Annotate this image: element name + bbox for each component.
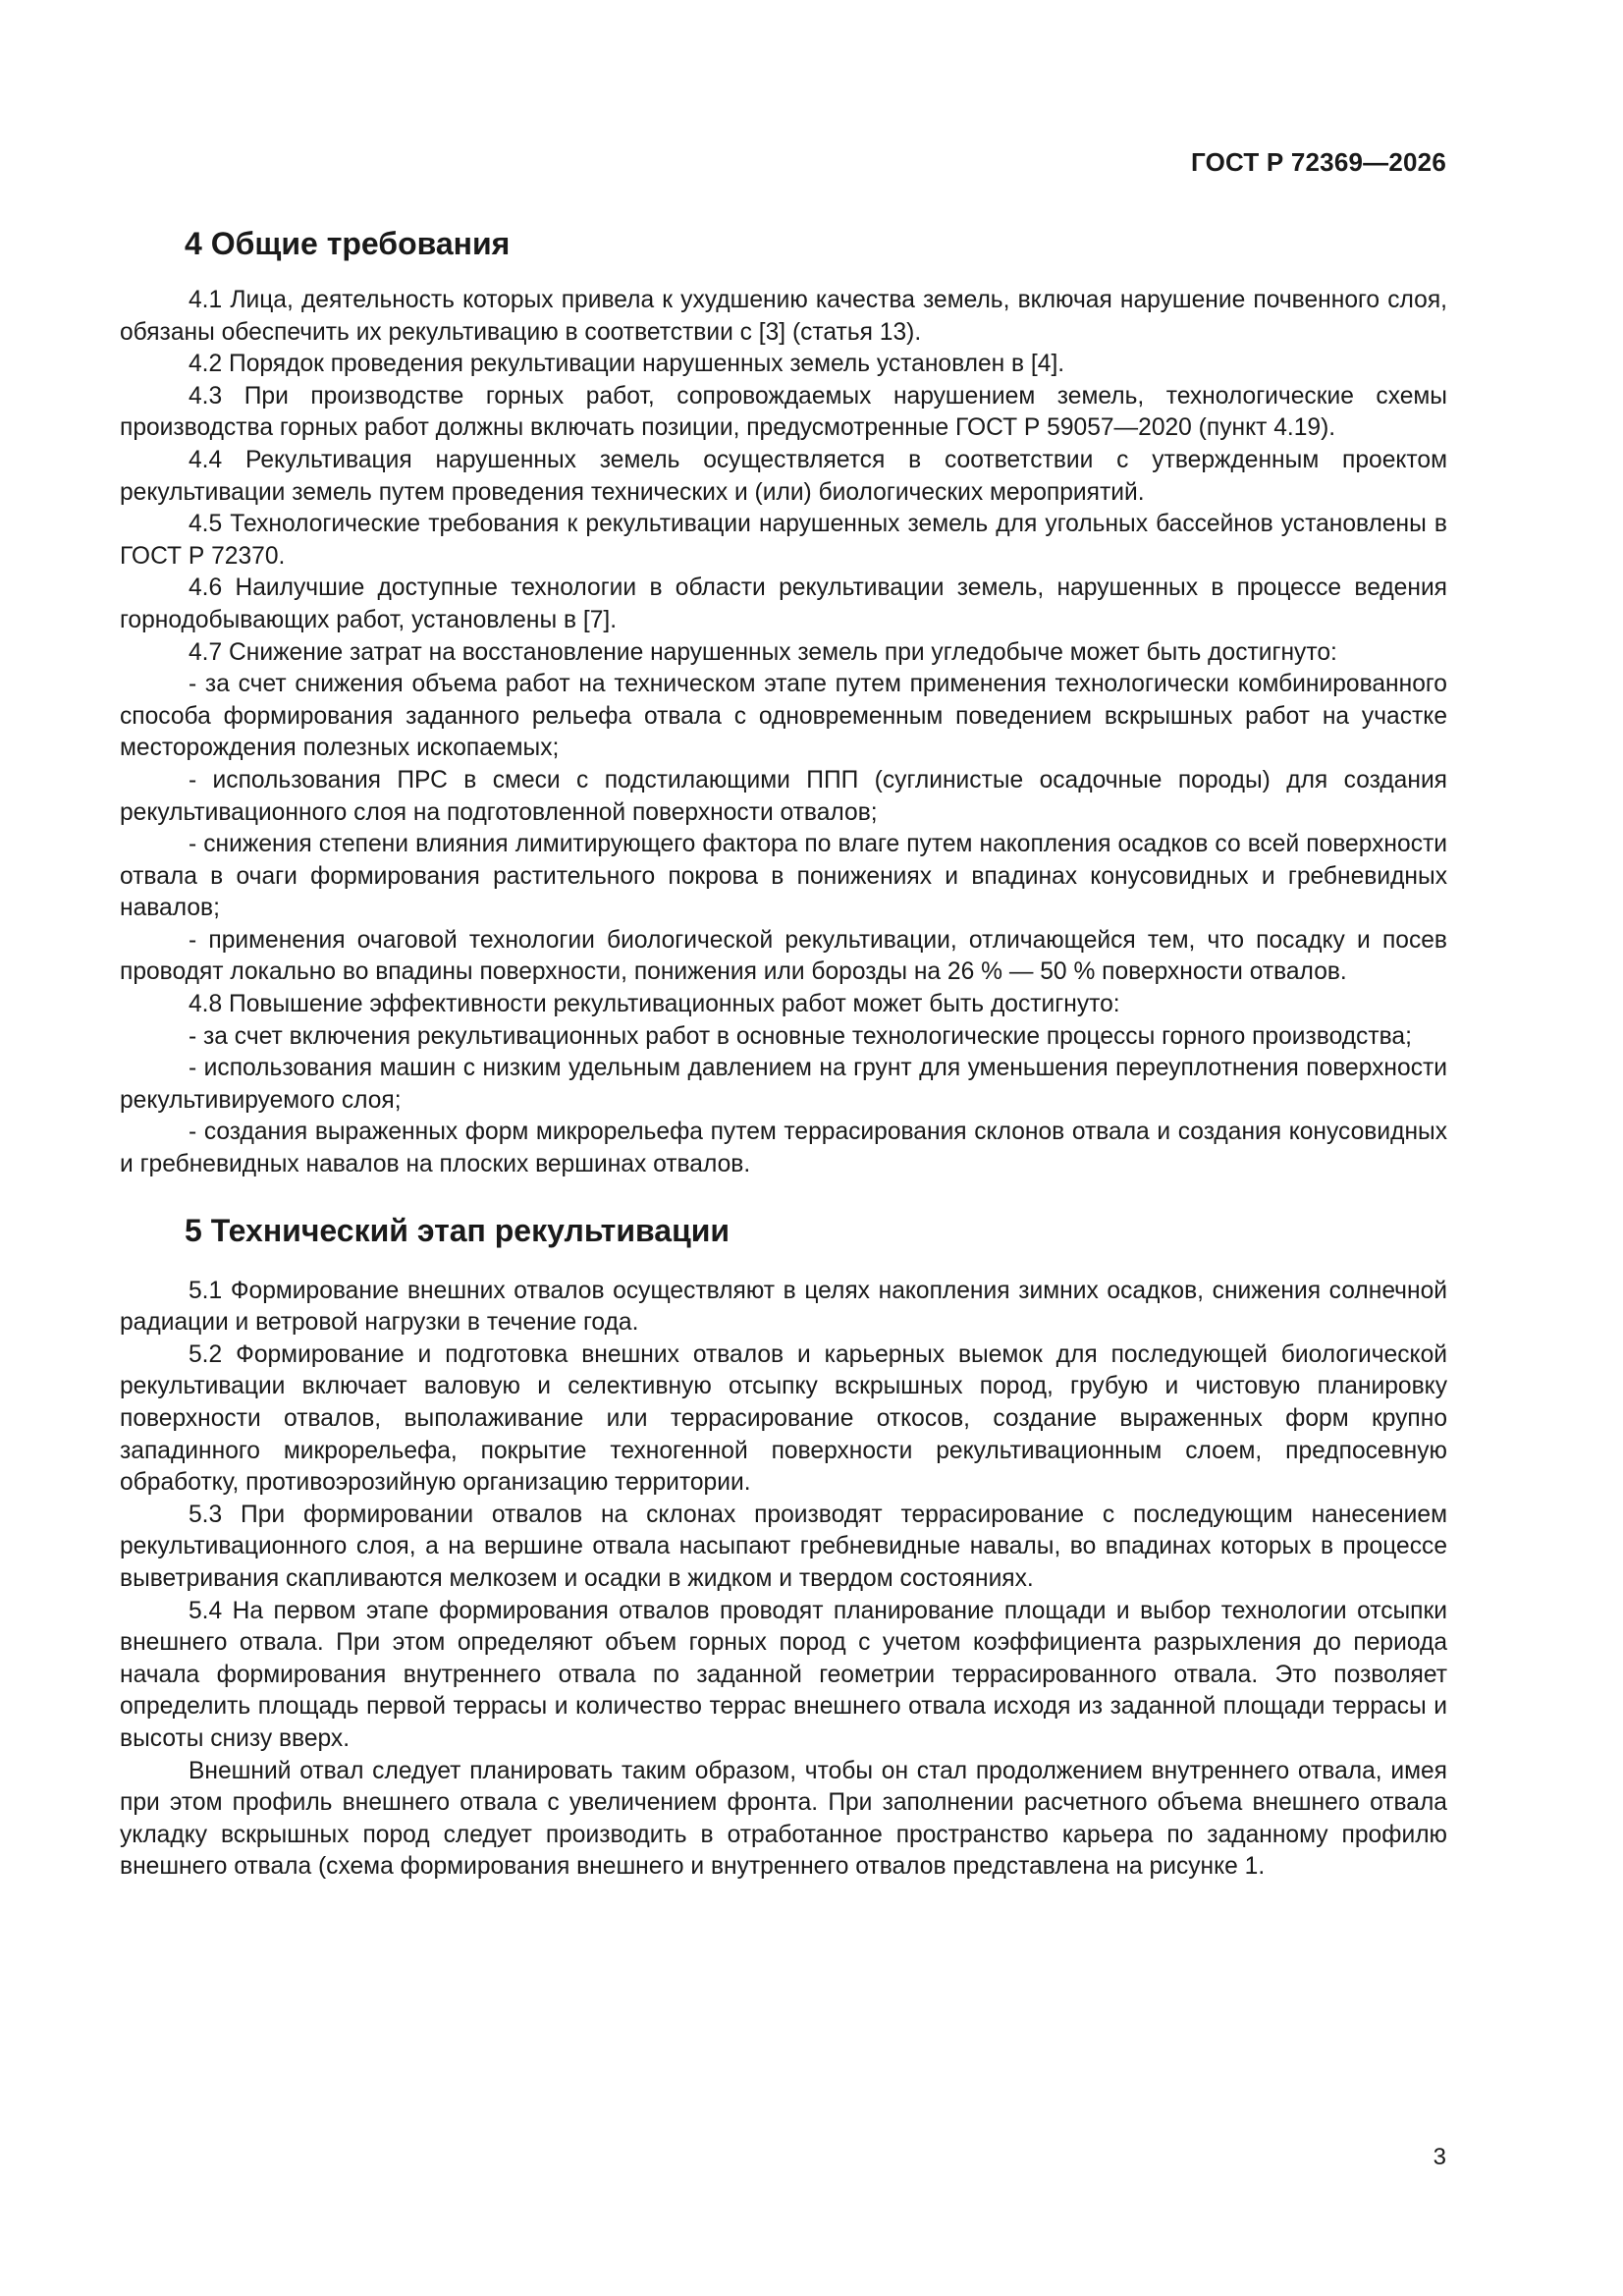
paragraph-4-3: 4.3 При производстве горных работ, сопровождаемых нарушением земель, технологические схемы производства горных работ должны включать позиции, предусмотренные ГОСТ Р 59057—2020 (пункт 4.19). <box>120 382 1447 442</box>
paragraph-5-4: 5.4 На первом этапе формирования отвалов проводят планирование площади и выбор технологии отсыпки внешнего отвала. При этом определяют объем горных пород с учетом коэффициента разрыхления до периода начала формирования внутреннего отвала по заданной геометрии террасированного отвала. Это позволяет определить площадь первой террасы и количество террас внешнего отвала исходя из заданной площади террасы и высоты снизу вверх. <box>120 1597 1447 1752</box>
document-code: ГОСТ Р 72369—2026 <box>1191 147 1446 177</box>
paragraph-5-2: 5.2 Формирование и подготовка внешних отвалов и карьерных выемок для последующей биологической рекультивации включает валовую и селективную отсыпку вскрышных пород, грубую и чистовую планировку поверхности отвалов, выполаживание или террасирование откосов, создание выраженных форм крупно западинного микрорельефа, покрытие техногенной поверхности рекультивационным слоем, предпосевную обработку, противоэрозийную организацию территории. <box>120 1340 1447 1497</box>
section-5 <box>120 1211 1447 1884</box>
list-item-4-8-b: - использования машин с низким удельным давлением на грунт для уменьшения переуплотнения поверхности рекультивируемого слоя; <box>120 1055 1447 1114</box>
paragraph-4-7: 4.7 Снижение затрат на восстановление нарушенных земель при угледобыче может быть достигнуто: <box>189 638 1337 666</box>
section-5-title: 5 Технический этап рекультивации <box>185 1212 730 1248</box>
list-item-4-7-b: - использования ПРС в смеси с подстилающими ППП (суглинистые осадочные породы) для создания рекультивационного слоя на подготовленной поверхности отвалов; <box>120 766 1447 826</box>
document-body <box>120 224 1447 1884</box>
section-4 <box>120 224 1447 1181</box>
list-item-4-8-a: - за счет включения рекультивационных работ в основные технологические процессы горного производства; <box>189 1022 1412 1050</box>
paragraph-4-8: 4.8 Повышение эффективности рекультивационных работ может быть достигнуто: <box>189 991 1120 1018</box>
list-item-4-7-d: - применения очаговой технологии биологической рекультивации, отличающейся тем, что посадку и посев проводят локально во впадины поверхности, понижения или борозды на 26 % — 50 % поверхности отвалов. <box>120 926 1447 986</box>
section-4-title: 4 Общие требования <box>185 226 511 261</box>
paragraph-4-6: 4.6 Наилучшие доступные технологии в области рекультивации земель, нарушенных в процессе ведения горнодобывающих работ, установлены в [7]. <box>120 574 1447 633</box>
paragraph-5-1: 5.1 Формирование внешних отвалов осуществляют в целях накопления зимних осадков, снижения солнечной радиации и ветровой нагрузки в течение года. <box>120 1277 1447 1337</box>
paragraph-4-1: 4.1 Лица, деятельность которых привела к ухудшению качества земель, включая нарушение почвенного слоя, обязаны обеспечить их рекультивацию в соответствии с [3] (статья 13). <box>120 287 1447 346</box>
paragraph-4-2: 4.2 Порядок проведения рекультивации нарушенных земель установлен в [4]. <box>189 351 1065 378</box>
paragraph-5-4-continued: Внешний отвал следует планировать таким образом, чтобы он стал продолжением внутреннего отвала, имея при этом профиль внешнего отвала с увеличением фронта. При заполнении расчетного объема внешнего отвала укладку вскрышных пород следует производить в отработанное пространство карьера по заданному профилю внешнего отвала (схема формирования внешнего и внутреннего отвалов представлена на рисунке 1. <box>120 1757 1447 1881</box>
list-item-4-7-a: - за счет снижения объема работ на техническом этапе путем применения технологически комбинированного способа формирования заданного рельефа отвала с одновременным поведением вскрышных работ на участке месторождения полезных ископаемых; <box>120 671 1447 762</box>
paragraph-4-5: 4.5 Технологические требования к рекультивации нарушенных земель для угольных бассейнов установлены в ГОСТ Р 72370. <box>120 511 1447 570</box>
paragraph-5-3: 5.3 При формировании отвалов на склонах производят террасирование с последующим нанесением рекультивационного слоя, а на вершине отвала насыпают гребневидные навалы, во впадинах которых в процессе выветривания скапливаются мелкозем и осадки в жидком и твердом состояниях. <box>120 1501 1447 1592</box>
paragraph-4-4: 4.4 Рекультивация нарушенных земель осуществляется в соответствии с утвержденным проектом рекультивации земель путем проведения технических и (или) биологических мероприятий. <box>120 446 1447 506</box>
list-item-4-8-c: - создания выраженных форм микрорельефа путем террасирования склонов отвала и создания конусовидных и гребневидных навалов на плоских вершинах отвалов. <box>120 1119 1447 1178</box>
page-number: 3 <box>1433 2144 1446 2170</box>
list-item-4-7-c: - снижения степени влияния лимитирующего фактора по влаге путем накопления осадков со всей поверхности отвала в очаги формирования растительного покрова в понижениях и впадинах конусовидных и гребневидных навалов; <box>120 831 1447 922</box>
